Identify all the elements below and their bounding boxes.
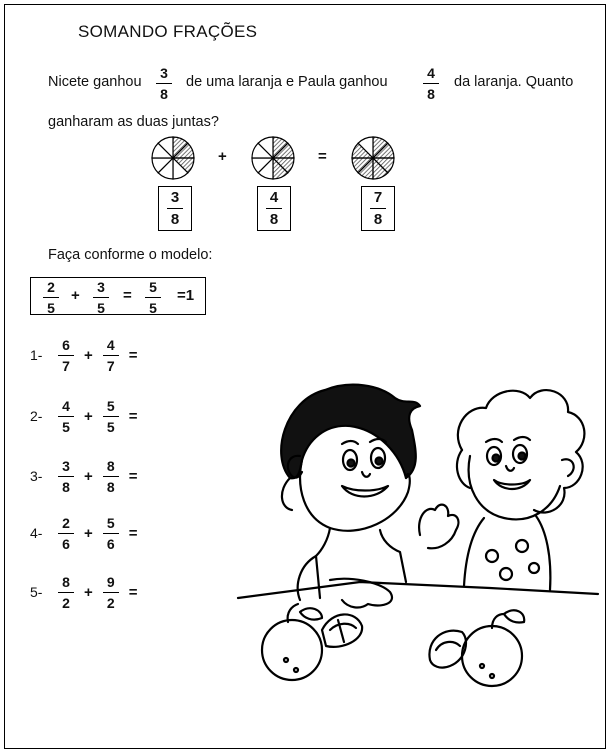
fraction-pie-3-8 (147, 135, 199, 181)
problem-text-part3: da laranja. Quanto (454, 74, 574, 90)
orange-leaf (300, 608, 322, 619)
problem-text-part1: Nicete ganhou (48, 74, 142, 90)
fraction-denominator: 6 (62, 535, 70, 552)
fraction-denominator: 2 (106, 594, 115, 611)
instruction-text: Faça conforme o modelo: (48, 247, 213, 263)
plus-sign: + (218, 148, 227, 165)
fraction-denominator: 8 (106, 478, 115, 495)
fraction-numerator: 3 (156, 66, 172, 84)
exercise-row (30, 335, 148, 375)
fraction-numerator: 2 (58, 516, 74, 534)
fraction-numerator: 4 (266, 190, 282, 209)
exercise-fraction-a (58, 459, 74, 494)
orange-half (322, 614, 362, 646)
fraction-numerator: 5 (103, 516, 119, 534)
boxed-fraction-4-8 (257, 186, 291, 231)
fraction-numerator: 4 (423, 66, 439, 84)
fraction-denominator: 8 (373, 211, 383, 228)
right-girl-mouth (494, 480, 530, 489)
model-fraction-c (145, 280, 161, 315)
dress-flower (529, 563, 539, 573)
plus-sign: + (84, 346, 93, 364)
fraction-denominator: 8 (62, 478, 70, 495)
exercise-fraction-a (58, 399, 74, 434)
exercise-row (30, 396, 148, 436)
problem-text-part2: de uma laranja e Paula ganhou (186, 74, 388, 90)
exercise-number: 4- (30, 525, 43, 541)
fraction-denominator: 5 (149, 300, 157, 316)
equals-sign: = (123, 287, 132, 304)
table-edge (238, 582, 598, 598)
dress-flower (486, 550, 498, 562)
model-example-box (30, 277, 206, 315)
fraction-denominator: 5 (47, 300, 55, 316)
fraction-denominator: 5 (106, 418, 115, 435)
plus-sign: + (84, 583, 93, 601)
right-girl-ear (562, 459, 574, 476)
plus-sign: + (84, 407, 93, 425)
exercise-fraction-a (58, 516, 74, 551)
plus-sign: + (84, 524, 93, 542)
fraction-denominator: 7 (106, 357, 115, 374)
fraction-numerator: 5 (145, 280, 161, 298)
exercise-row (30, 456, 148, 496)
equals-sign: = (318, 148, 327, 165)
boxed-fraction-3-8 (158, 186, 192, 231)
plus-sign: + (84, 467, 93, 485)
exercise-number: 3- (30, 468, 43, 484)
fraction-denominator: 8 (170, 211, 180, 228)
fraction-pie-7-8 (347, 135, 399, 181)
exercise-number: 2- (30, 408, 43, 424)
problem-text-line2: ganharam as duas juntas? (48, 114, 219, 130)
exercise-fraction-b (103, 399, 119, 434)
equals-sign: = (128, 407, 138, 425)
exercise-fraction-b (103, 575, 119, 610)
exercise-fraction-a (58, 338, 74, 373)
dress-flower (516, 540, 528, 552)
fraction-denominator: 8 (427, 86, 435, 102)
page-title: SOMANDO FRAÇÕES (78, 22, 258, 41)
fraction-denominator: 2 (62, 594, 70, 611)
equals-sign: = (128, 583, 138, 601)
exercise-number: 5- (30, 584, 43, 600)
fraction-numerator: 8 (103, 459, 119, 477)
fraction-numerator: 3 (58, 459, 74, 477)
fraction-numerator: 5 (103, 399, 119, 417)
fraction-numerator: 2 (43, 280, 59, 298)
exercise-fraction-a (58, 575, 74, 610)
right-girl-hair (458, 390, 585, 512)
exercise-row (30, 572, 148, 612)
model-fraction-b (93, 280, 109, 315)
fraction-denominator: 5 (97, 300, 105, 316)
dress-flower (500, 568, 512, 580)
exercise-fraction-b (103, 338, 119, 373)
equals-sign: = (128, 524, 138, 542)
problem-fraction-2 (423, 66, 439, 101)
left-girl-nose (362, 472, 370, 477)
orange-leaf (504, 610, 524, 622)
boxed-fraction-7-8 (361, 186, 395, 231)
fraction-numerator: 6 (58, 338, 74, 356)
orange-half (429, 631, 466, 668)
orange (262, 620, 322, 680)
exercise-number: 1- (30, 347, 43, 363)
equals-sign: = (128, 467, 138, 485)
problem-fraction-1 (156, 66, 172, 101)
waving-hand (419, 505, 458, 549)
fraction-numerator: 3 (93, 280, 109, 298)
left-girl-mouth (342, 486, 388, 497)
fraction-pie-4-8 (247, 135, 299, 181)
fraction-denominator: 5 (62, 418, 70, 435)
fraction-denominator: 7 (62, 357, 70, 374)
plus-sign: + (71, 287, 80, 304)
exercise-fraction-b (103, 459, 119, 494)
fraction-denominator: 6 (106, 535, 115, 552)
fraction-numerator: 8 (58, 575, 74, 593)
model-result: =1 (177, 287, 195, 304)
girls-with-oranges-illustration (230, 360, 600, 700)
exercise-fraction-b (103, 516, 119, 551)
fraction-denominator: 8 (160, 86, 168, 102)
exercise-row (30, 513, 148, 553)
fraction-numerator: 4 (103, 338, 119, 356)
right-girl-nose (506, 466, 514, 471)
equals-sign: = (128, 346, 138, 364)
fraction-denominator: 8 (269, 211, 279, 228)
fraction-numerator: 9 (103, 575, 119, 593)
fraction-numerator: 7 (370, 190, 386, 209)
model-fraction-a (43, 280, 59, 315)
fraction-numerator: 3 (167, 190, 183, 209)
fraction-numerator: 4 (58, 399, 74, 417)
